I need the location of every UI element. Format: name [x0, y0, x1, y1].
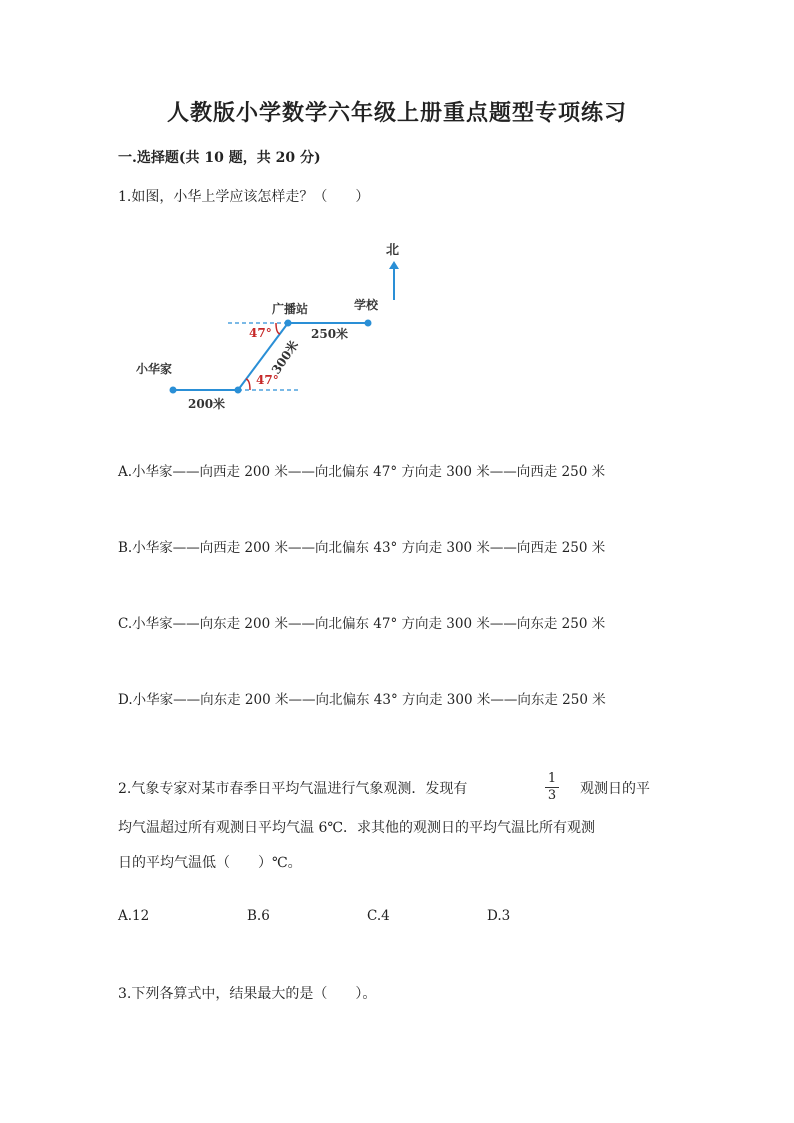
distance-200-label: 200米 — [188, 397, 226, 411]
turn-point — [235, 387, 242, 394]
fraction-denominator: 3 — [547, 788, 557, 803]
angle-arc-bottom — [246, 379, 250, 390]
question-1-option-a: A.小华家——向西走 200 米——向北偏东 47° 方向走 300 米——向西走 250 米 — [118, 464, 606, 480]
school-label: 学校 — [354, 298, 379, 312]
page-title: 人教版小学数学六年级上册重点题型专项练习 — [166, 100, 627, 126]
question-2-line-3: 日的平均气温低（ ）℃。 — [118, 855, 302, 871]
question-2-option-c: C.4 — [367, 908, 390, 924]
angle-top-label: 47° — [249, 326, 272, 340]
question-2-line-1b: 观测日的平 — [580, 781, 650, 797]
home-label: 小华家 — [136, 362, 173, 376]
north-arrow-head — [389, 261, 399, 269]
angle-bottom-label: 47° — [256, 373, 279, 387]
question-2-option-a: A.12 — [118, 908, 150, 924]
distance-300-label: 300米 — [268, 338, 302, 377]
question-2-option-b: B.6 — [247, 908, 270, 924]
section-heading: 一.选择题(共 10 题，共 20 分) — [118, 150, 321, 166]
question-1-option-c: C.小华家——向东走 200 米——向北偏东 47° 方向走 300 米——向东走 250 米 — [118, 616, 606, 632]
route-map-figure — [130, 235, 430, 420]
question-3-stem: 3.下列各算式中，结果最大的是（ ）。 — [118, 986, 377, 1002]
north-label: 北 — [386, 243, 400, 258]
school-point — [365, 320, 372, 327]
question-1-option-d: D.小华家——向东走 200 米——向北偏东 43° 方向走 300 米——向东走 250 米 — [118, 692, 606, 708]
distance-250-label: 250米 — [311, 327, 349, 341]
question-2-line-2: 均气温超过所有观测日平均气温 6℃．求其他的观测日的平均气温比所有观测 — [118, 820, 596, 836]
question-1-stem: 1.如图，小华上学应该怎样走？（ ） — [118, 189, 370, 205]
station-point — [285, 320, 292, 327]
angle-arc-top — [276, 323, 280, 334]
home-point — [170, 387, 177, 394]
station-label: 广播站 — [272, 302, 309, 316]
question-2-option-d: D.3 — [487, 908, 511, 924]
fraction-numerator: 1 — [547, 771, 557, 786]
question-1-option-b: B.小华家——向西走 200 米——向北偏东 43° 方向走 300 米——向西走 250 米 — [118, 540, 606, 556]
fraction-one-third — [545, 772, 559, 803]
question-2-line-1a: 2.气象专家对某市春季日平均气温进行气象观测．发现有 — [118, 781, 468, 797]
